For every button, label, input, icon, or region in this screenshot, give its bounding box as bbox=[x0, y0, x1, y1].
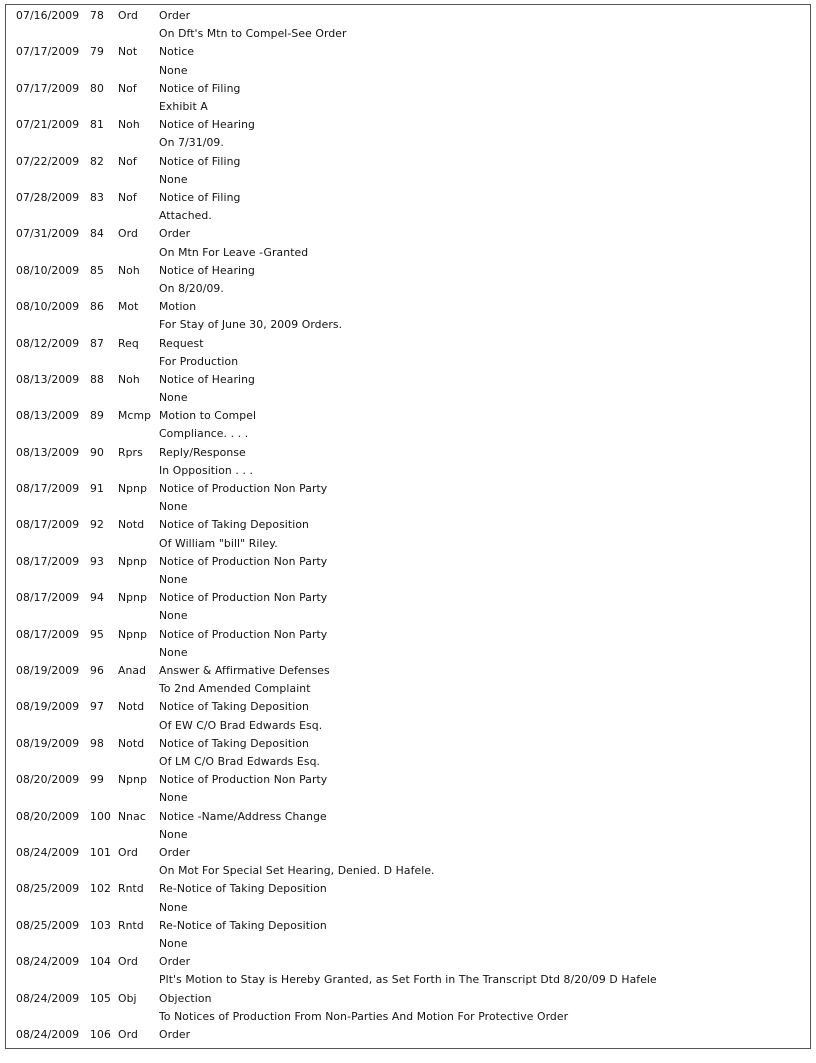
entry-date: 08/13/2009 bbox=[16, 445, 80, 459]
entry-number: 106 bbox=[90, 1027, 111, 1041]
docket-entry bbox=[6, 845, 810, 881]
entry-number: 89 bbox=[90, 409, 104, 423]
entry-detail: On 7/31/09. bbox=[159, 136, 224, 150]
entry-date: 08/17/2009 bbox=[16, 591, 80, 605]
docket-entry bbox=[6, 590, 810, 626]
entry-date: 08/19/2009 bbox=[16, 736, 80, 750]
entry-code: Mcmp bbox=[118, 409, 152, 423]
entry-number: 95 bbox=[90, 627, 104, 641]
entry-code: Anad bbox=[118, 664, 147, 678]
docket-entry bbox=[6, 81, 810, 117]
entry-title: Order bbox=[159, 1027, 191, 1041]
docket-entry bbox=[6, 263, 810, 299]
entry-title: Notice of Production Non Party bbox=[159, 773, 328, 787]
entry-code: Rntd bbox=[118, 882, 144, 896]
entry-code: Ord bbox=[118, 9, 138, 22]
entry-title: Re-Notice of Taking Deposition bbox=[159, 918, 327, 932]
entry-title: Motion to Compel bbox=[159, 409, 257, 423]
entry-date: 07/22/2009 bbox=[16, 154, 80, 168]
entry-code: Ord bbox=[118, 1027, 138, 1041]
entry-date: 08/24/2009 bbox=[16, 955, 80, 969]
entry-date: 07/17/2009 bbox=[16, 45, 80, 59]
entry-date: 08/24/2009 bbox=[16, 845, 80, 859]
entry-date: 08/17/2009 bbox=[16, 482, 80, 496]
entry-detail: In Opposition . . . bbox=[159, 463, 254, 477]
entry-date: 08/25/2009 bbox=[16, 882, 80, 896]
docket-entry bbox=[6, 1027, 810, 1063]
entry-number: 80 bbox=[90, 81, 104, 95]
entry-title: Notice of Production Non Party bbox=[159, 627, 328, 641]
entry-number: 100 bbox=[90, 809, 111, 823]
entry-number: 105 bbox=[90, 991, 111, 1005]
entry-code: Rprs bbox=[118, 445, 143, 459]
docket-entry bbox=[6, 408, 810, 444]
entry-number: 79 bbox=[90, 45, 104, 59]
entry-code: Noh bbox=[118, 372, 140, 386]
entry-date: 07/28/2009 bbox=[16, 190, 80, 204]
entry-title: Notice of Hearing bbox=[159, 372, 255, 386]
entry-detail: None bbox=[159, 645, 188, 659]
entry-number: 102 bbox=[90, 882, 111, 896]
entry-title: Notice of Taking Deposition bbox=[159, 518, 309, 532]
entry-title: Notice of Production Non Party bbox=[159, 482, 328, 496]
entry-title: Answer & Affirmative Defenses bbox=[159, 664, 330, 678]
entry-detail: None bbox=[159, 63, 188, 77]
docket-entry bbox=[6, 554, 810, 590]
entry-title: Notice of Hearing bbox=[159, 263, 255, 277]
entry-detail: On Mot For Special Set Hearing, Denied. D Hafele. bbox=[159, 864, 435, 878]
docket-entries bbox=[6, 8, 810, 1063]
docket-entry bbox=[6, 918, 810, 954]
entry-title: Order bbox=[159, 9, 191, 22]
docket-entry bbox=[6, 881, 810, 917]
entry-number: 96 bbox=[90, 664, 104, 678]
entry-number: 99 bbox=[90, 773, 104, 787]
entry-number: 78 bbox=[90, 9, 104, 22]
entry-detail: For Production bbox=[159, 354, 239, 368]
entry-detail: On Dft's Mtn to Compel-See Order bbox=[159, 27, 347, 41]
entry-date: 08/19/2009 bbox=[16, 664, 80, 678]
docket-entry bbox=[6, 517, 810, 553]
entry-code: Mot bbox=[118, 300, 139, 314]
entry-title: Order bbox=[159, 227, 191, 241]
entry-detail: None bbox=[159, 573, 188, 587]
entry-title: Order bbox=[159, 955, 191, 969]
docket-entry bbox=[6, 336, 810, 372]
entry-code: Npnp bbox=[118, 554, 148, 568]
entry-date: 08/17/2009 bbox=[16, 554, 80, 568]
entry-title: Notice bbox=[159, 45, 195, 59]
docket-entry bbox=[6, 299, 810, 335]
entry-number: 85 bbox=[90, 263, 104, 277]
entry-detail: None bbox=[159, 791, 188, 805]
entry-title: Request bbox=[159, 336, 204, 350]
entry-number: 84 bbox=[90, 227, 104, 241]
entry-code: Ord bbox=[118, 955, 138, 969]
entry-code: Ord bbox=[118, 227, 138, 241]
entry-number: 90 bbox=[90, 445, 104, 459]
entry-code: Notd bbox=[118, 736, 145, 750]
docket-entry bbox=[6, 8, 810, 44]
entry-number: 93 bbox=[90, 554, 104, 568]
entry-detail: On Mtn For Leave -Granted bbox=[159, 245, 309, 259]
entry-date: 08/10/2009 bbox=[16, 263, 80, 277]
entry-title: Order bbox=[159, 845, 191, 859]
entry-number: 94 bbox=[90, 591, 104, 605]
entry-number: 98 bbox=[90, 736, 104, 750]
entry-date: 08/20/2009 bbox=[16, 773, 80, 787]
entry-date: 07/17/2009 bbox=[16, 81, 80, 95]
entry-detail: None bbox=[159, 936, 188, 950]
entry-number: 81 bbox=[90, 118, 104, 132]
docket-entry bbox=[6, 772, 810, 808]
docket-entry bbox=[6, 991, 810, 1027]
entry-number: 83 bbox=[90, 190, 104, 204]
entry-date: 07/21/2009 bbox=[16, 118, 80, 132]
entry-date: 08/24/2009 bbox=[16, 991, 80, 1005]
entry-number: 104 bbox=[90, 955, 111, 969]
docket-entry bbox=[6, 117, 810, 153]
entry-detail: For Stay of June 30, 2009 Orders. bbox=[159, 318, 343, 332]
entry-code: Ord bbox=[118, 845, 138, 859]
entry-code: Rntd bbox=[118, 918, 144, 932]
entry-title: Notice of Production Non Party bbox=[159, 591, 328, 605]
entry-detail: None bbox=[159, 900, 188, 914]
entry-code: Noh bbox=[118, 263, 140, 277]
entry-code: Nof bbox=[118, 190, 137, 204]
entry-code: Npnp bbox=[118, 773, 148, 787]
entry-detail: To 2nd Amended Complaint bbox=[159, 682, 311, 696]
entry-number: 87 bbox=[90, 336, 104, 350]
docket-frame bbox=[5, 4, 811, 1049]
entry-number: 103 bbox=[90, 918, 111, 932]
entry-detail: Plt's Motion to Stay is Hereby Granted, as Set Forth in The Transcript Dtd 8/20/09 D Hafele bbox=[159, 973, 657, 987]
docket-entry bbox=[6, 190, 810, 226]
entry-detail: Of EW C/O Brad Edwards Esq. bbox=[159, 718, 323, 732]
entry-detail: Exhibit A bbox=[159, 99, 208, 113]
entry-title: Notice of Filing bbox=[159, 154, 241, 168]
entry-date: 08/20/2009 bbox=[16, 809, 80, 823]
docket-entry bbox=[6, 809, 810, 845]
entry-date: 07/31/2009 bbox=[16, 227, 80, 241]
entry-code: Notd bbox=[118, 518, 145, 532]
entry-title: Notice of Taking Deposition bbox=[159, 700, 309, 714]
entry-number: 101 bbox=[90, 845, 111, 859]
entry-code: Npnp bbox=[118, 627, 148, 641]
entry-title: Notice -Name/Address Change bbox=[159, 809, 327, 823]
docket-entry bbox=[6, 445, 810, 481]
entry-detail: None bbox=[159, 827, 188, 841]
entry-title: Motion bbox=[159, 300, 197, 314]
docket-entry bbox=[6, 663, 810, 699]
entry-number: 88 bbox=[90, 372, 104, 386]
entry-number: 86 bbox=[90, 300, 104, 314]
entry-title: Notice of Filing bbox=[159, 81, 241, 95]
entry-date: 08/24/2009 bbox=[16, 1027, 80, 1041]
entry-code: Notd bbox=[118, 700, 145, 714]
docket-entry bbox=[6, 372, 810, 408]
entry-code: Nof bbox=[118, 81, 137, 95]
docket-entry bbox=[6, 954, 810, 990]
entry-code: Obj bbox=[118, 991, 137, 1005]
entry-code: Nof bbox=[118, 154, 137, 168]
entry-number: 91 bbox=[90, 482, 104, 496]
docket-entry bbox=[6, 699, 810, 735]
entry-detail: On 8/20/09. bbox=[159, 281, 224, 295]
entry-date: 08/13/2009 bbox=[16, 372, 80, 386]
entry-detail: Attached. bbox=[159, 209, 212, 223]
entry-date: 08/19/2009 bbox=[16, 700, 80, 714]
entry-date: 08/10/2009 bbox=[16, 300, 80, 314]
entry-detail: None bbox=[159, 172, 188, 186]
entry-number: 92 bbox=[90, 518, 104, 532]
entry-date: 08/17/2009 bbox=[16, 518, 80, 532]
entry-date: 08/13/2009 bbox=[16, 409, 80, 423]
docket-entry bbox=[6, 481, 810, 517]
entry-title: Notice of Production Non Party bbox=[159, 554, 328, 568]
entry-detail: None bbox=[159, 609, 188, 623]
entry-detail: Compliance. . . . bbox=[159, 427, 249, 441]
entry-code: Noh bbox=[118, 118, 140, 132]
entry-code: Npnp bbox=[118, 591, 148, 605]
entry-title: Notice of Filing bbox=[159, 190, 241, 204]
docket-entry bbox=[6, 154, 810, 190]
docket-entry bbox=[6, 736, 810, 772]
entry-title: Reply/Response bbox=[159, 445, 246, 459]
entry-detail: None bbox=[159, 500, 188, 514]
entry-title: Notice of Hearing bbox=[159, 118, 255, 132]
entry-code: Not bbox=[118, 45, 138, 59]
entry-code: Req bbox=[118, 336, 139, 350]
entry-code: Nnac bbox=[118, 809, 146, 823]
docket-entry bbox=[6, 44, 810, 80]
entry-date: 08/25/2009 bbox=[16, 918, 80, 932]
entry-number: 97 bbox=[90, 700, 104, 714]
entry-title: Notice of Taking Deposition bbox=[159, 736, 309, 750]
docket-entry bbox=[6, 226, 810, 262]
entry-detail: Of LM C/O Brad Edwards Esq. bbox=[159, 755, 321, 768]
entry-date: 07/16/2009 bbox=[16, 9, 80, 22]
entry-date: 08/12/2009 bbox=[16, 336, 80, 350]
entry-date: 08/17/2009 bbox=[16, 627, 80, 641]
entry-title: Re-Notice of Taking Deposition bbox=[159, 882, 327, 896]
entry-detail: To Notices of Production From Non-Parties And Motion For Protective Order bbox=[159, 1009, 569, 1023]
docket-entry bbox=[6, 627, 810, 663]
entry-title: Objection bbox=[159, 991, 212, 1005]
entry-detail: None bbox=[159, 391, 188, 405]
entry-code: Npnp bbox=[118, 482, 148, 496]
entry-detail: Of William "bill" Riley. bbox=[159, 536, 278, 550]
entry-number: 82 bbox=[90, 154, 104, 168]
